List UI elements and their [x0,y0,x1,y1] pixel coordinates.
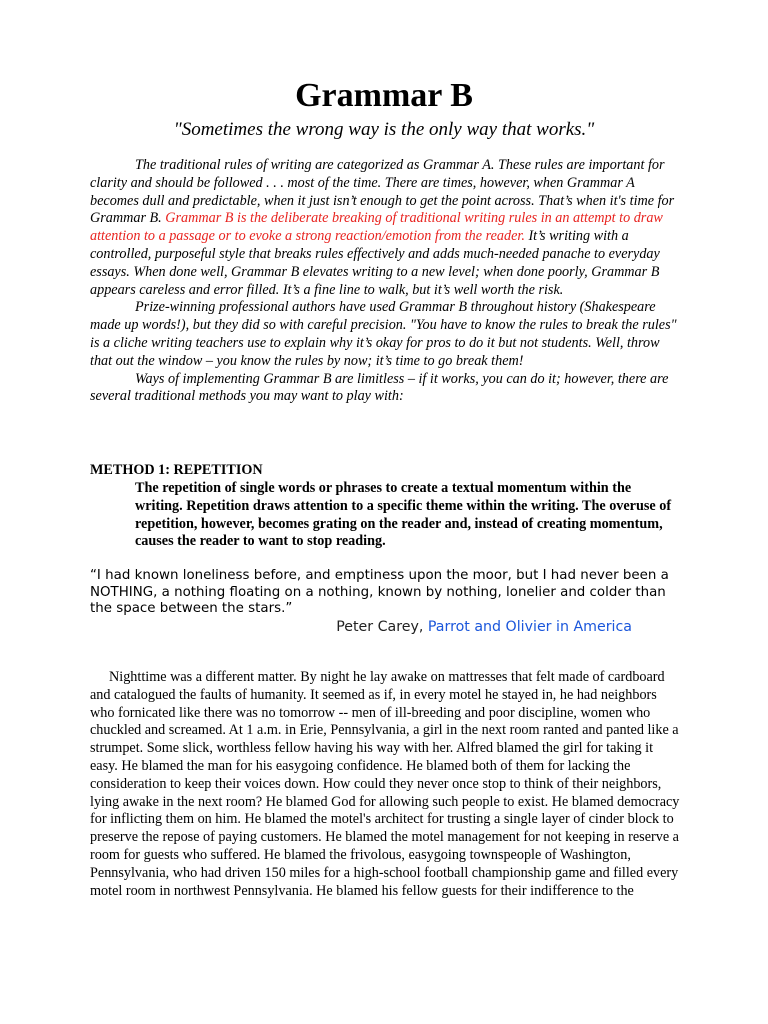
method-description: The repetition of single words or phrases to create a textual momentum within the writing. Repetition draws attention to a specific theme within the writing. The overuse of repetition, however, becomes grating on the reader and, instead of creating momentum, causes the reader to want to stop reading. [135,480,672,550]
grammar-b-definition: Grammar B is the deliberate breaking of traditional writing rules in an attempt to draw attention to a passage or to evoke a strong reaction/emotion from the reader. [90,210,663,245]
quote-attribution [0,618,632,636]
intro-paragraph-2: Prize-winning professional authors have used Grammar B throughout history (Shakespeare made up words!), but they did so with careful precision. "You have to know the rules to break the rules" is a cliche writing teachers use to explain why it’s okay for pros to do it but not students. Well, throw that out the window – you know the rules by now; it’s time to go break them! [90,299,677,369]
method-heading: METHOD 1: REPETITION [90,462,263,478]
quote-author: Peter Carey, [336,619,428,635]
intro-section [90,157,682,406]
excerpt-paragraph: Nighttime was a different matter. By night he lay awake on mattresses that felt made of cardboard and catalogued the faults of humanity. It seemed as if, in every motel he stayed in, he had neighbors who fornicated like there was no tomorrow -- men of ill-breeding and poor discipline, women who chuckled and screamed. At 1 a.m. in Erie, Pennsylvania, a girl in the next room ranted and panted like a strumpet. Some slick, worthless fellow having his way with her. Alfred blamed the girl for taking it easy. He blamed the man for his easygoing confidence. He blamed both of them for lacking the consideration to keep their voices down. How could they never once stop to think of their neighbors, lying awake in the next room? He blamed God for allowing such people to exist. He blamed democracy for inflicting them on him. He blamed the motel's architect for trusting a single layer of cinder block to preserve the repose of paying customers. He blamed the motel management for not keeping in reserve a room for guests who suffered. He blamed the frivolous, easygoing townspeople of Washington, Pennsylvania, who had driven 150 miles for a high-school football championship game and filled every motel room in northwest Pennsylvania. He blamed his fellow guests for their indifference to the [90,669,680,899]
example-quote: “I had known loneliness before, and emptiness upon the moor, but I had never been a NOTHING, a nothing floating on a nothing, known by nothing, lonelier and colder than the space between the stars.” [90,568,669,617]
intro-p1-continuation: It’s writing with a controlled, purposeful style that breaks rules effectively and adds much-needed panache to everyday essays. When done well, Grammar B elevates writing to a new level; when done poorly, Grammar B appears careless and error filled. It’s a fine line to walk, but it’s well worth the risk. [90,228,660,298]
page-title: Grammar B [295,77,473,114]
intro-p1-text: The traditional rules of writing are categorized as Grammar A. These rules are important for clarity and should be followed . . . most of the time. There are times, however, when Grammar A becomes dull and predictable, when it just isn’t enough to get the point across. That’s when it's time for Grammar B. [90,157,675,227]
excerpt-passage [90,669,682,900]
quote-book-link[interactable]: Parrot and Olivier in America [427,619,632,635]
page-subtitle: "Sometimes the wrong way is the only way that works." [173,119,595,140]
intro-paragraph-1 [90,157,682,299]
intro-paragraph-3: Ways of implementing Grammar B are limitless – if it works, you can do it; however, there are several traditional methods you may want to play with: [90,370,669,405]
